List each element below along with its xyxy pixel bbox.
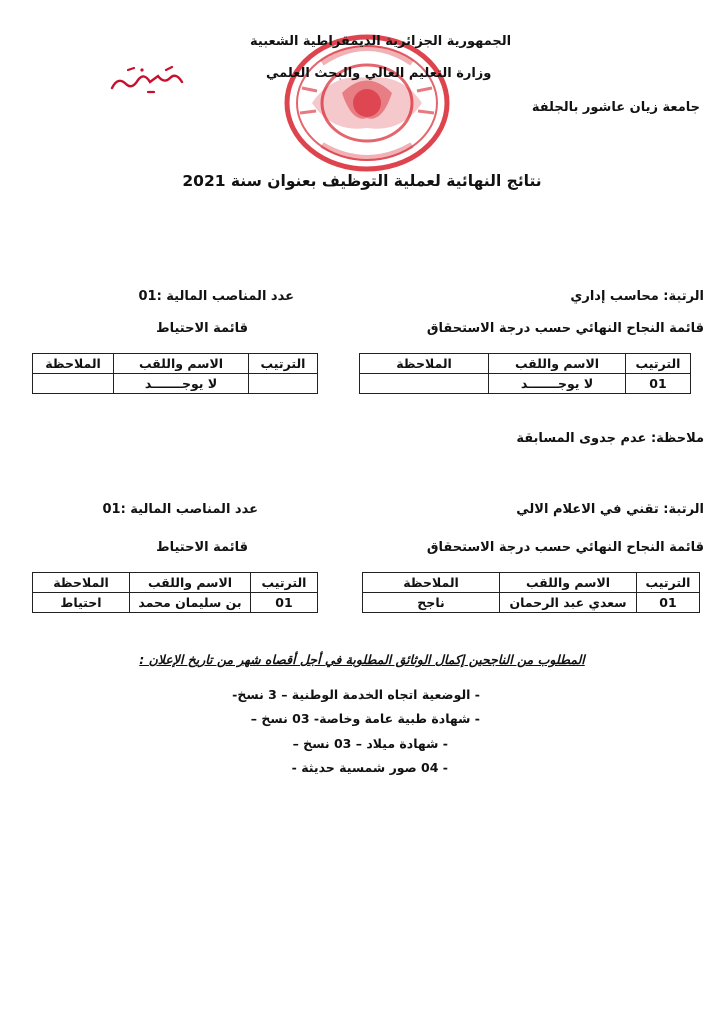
- table-row: [360, 374, 691, 394]
- column-header-remark: الملاحظة: [33, 354, 114, 374]
- column-header-rank: الترتيب: [626, 354, 691, 374]
- cell-remark: [360, 374, 489, 394]
- section2-posts: عدد المناصب المالية :01: [102, 502, 258, 517]
- section1-reserve-table: [32, 353, 318, 394]
- header-republic: الجمهورية الجزائرية الديمقراطية الشعبية: [250, 34, 512, 49]
- table-row: [33, 593, 318, 613]
- requirements-title: المطلوب من الناجحين إكمال الوثائق المطلوبة في أجل أقصاه شهر من تاريخ الإعلان :: [139, 652, 585, 667]
- column-header-remark: الملاحظة: [360, 354, 489, 374]
- page-title: نتائج النهائية لعملية التوظيف بعنوان سنة 2021: [182, 172, 542, 190]
- section2-reserve-table: [32, 572, 318, 613]
- section2-final-list-title: قائمة النجاح النهائي حسب درجة الاستحقاق: [426, 540, 704, 555]
- table-row: [363, 593, 700, 613]
- section1-final-table: [359, 353, 691, 394]
- cell-remark: [33, 374, 114, 394]
- column-header-remark: الملاحظة: [33, 573, 130, 593]
- cell-remark: احتياط: [33, 593, 130, 613]
- requirement-item: - شهادة طبية عامة وخاصة- 03 نسخ –: [250, 711, 480, 726]
- section1-final-list-title: قائمة النجاح النهائي حسب درجة الاستحقاق: [426, 321, 704, 336]
- column-header-remark: الملاحظة: [363, 573, 500, 593]
- cell-name: سعدي عبد الرحمان: [500, 593, 637, 613]
- requirement-item: - 04 صور شمسية حديثة -: [291, 760, 448, 775]
- column-header-name: الاسم واللقب: [114, 354, 249, 374]
- cell-rank: 01: [626, 374, 691, 394]
- requirement-item: - شهادة ميلاد – 03 نسخ –: [292, 736, 448, 751]
- header-university: جامعة زيان عاشور بالجلفة: [531, 100, 700, 115]
- column-header-rank: الترتيب: [251, 573, 318, 593]
- table-header-row: [363, 573, 700, 593]
- cell-name: لا يوجـــــــد: [114, 374, 249, 394]
- table-header-row: [33, 573, 318, 593]
- header-ministry: وزارة التعليم العالي والبحث العلمي: [266, 66, 492, 81]
- column-header-rank: الترتيب: [249, 354, 318, 374]
- section1-rank: الرتبة: محاسب إداري: [570, 289, 704, 304]
- column-header-name: الاسم واللقب: [489, 354, 626, 374]
- column-header-name: الاسم واللقب: [500, 573, 637, 593]
- column-header-name: الاسم واللقب: [130, 573, 251, 593]
- section2-final-table: [362, 572, 700, 613]
- column-header-rank: الترتيب: [637, 573, 700, 593]
- table-header-row: [360, 354, 691, 374]
- cell-name: لا يوجـــــــد: [489, 374, 626, 394]
- official-stamp-icon: [282, 33, 452, 173]
- cell-name: بن سليمان محمد: [130, 593, 251, 613]
- cell-rank: 01: [251, 593, 318, 613]
- cell-remark: ناجح: [363, 593, 500, 613]
- section1-posts: عدد المناصب المالية :01: [138, 289, 294, 304]
- cell-rank: [249, 374, 318, 394]
- section2-rank: الرتبة: تقني في الاعلام الالي: [516, 502, 704, 517]
- table-header-row: [33, 354, 318, 374]
- section1-reserve-list-title: قائمة الاحتياط: [156, 321, 248, 336]
- table-row: [33, 374, 318, 394]
- section1-remark: ملاحظة: عدم جدوى المسابقة: [516, 431, 704, 446]
- section2-reserve-list-title: قائمة الاحتياط: [156, 540, 248, 555]
- requirement-item: - الوضعية اتجاه الخدمة الوطنية – 3 نسخ-: [232, 687, 480, 702]
- handwritten-note: [108, 62, 190, 96]
- cell-rank: 01: [637, 593, 700, 613]
